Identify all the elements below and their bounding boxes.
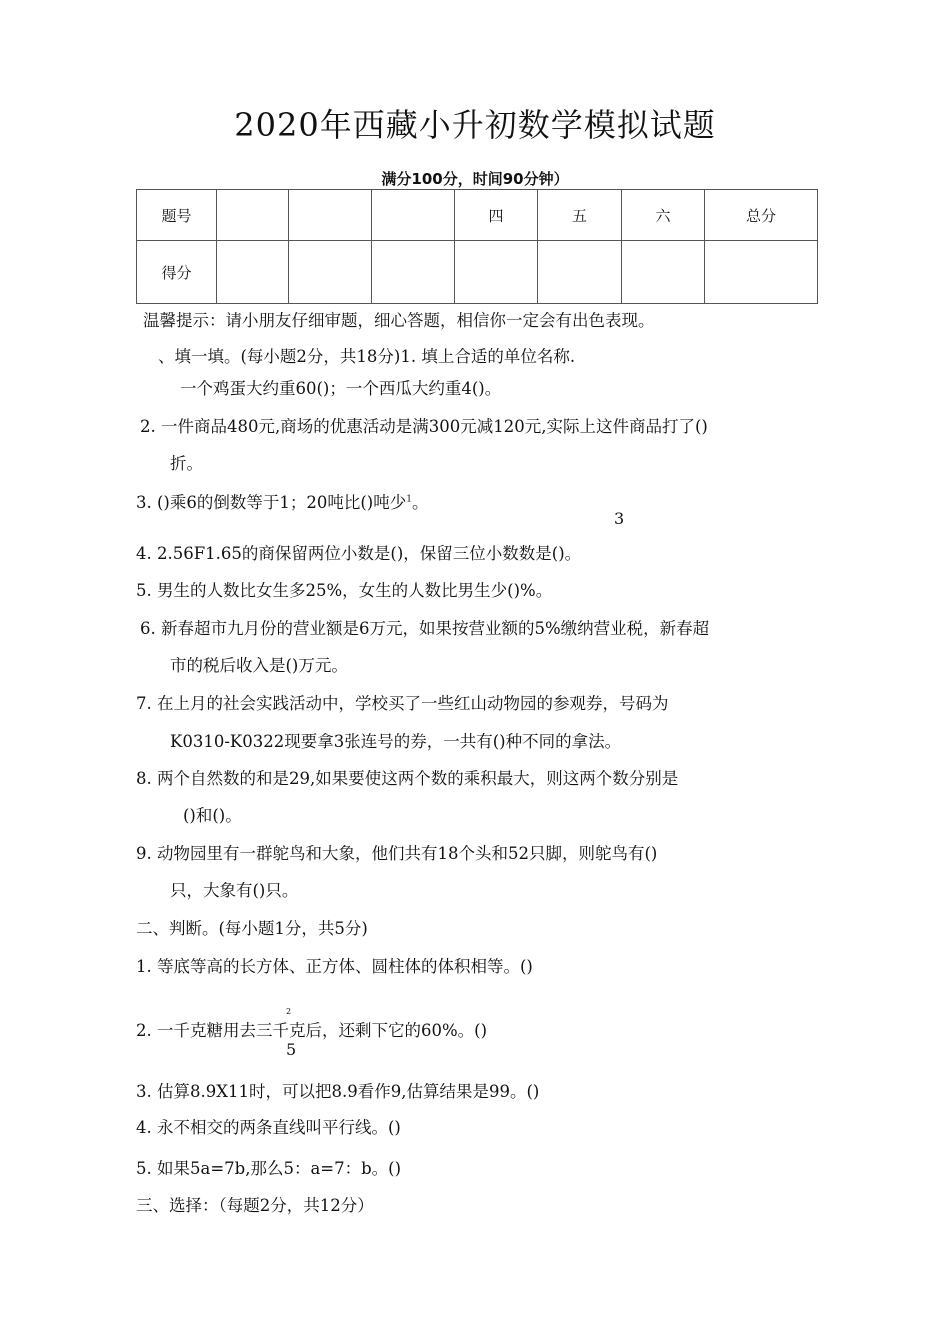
question-3-fraction-numerator: 1 — [406, 494, 412, 505]
question-2-line1: 2. 一件商品480元,商场的优惠活动是满300元减120元,实际上这件商品打了() — [140, 417, 708, 436]
tip-text: 温馨提示：请小朋友仔细审题，细心答题，相信你一定会有出色表现。 — [143, 311, 655, 330]
judge-2-fraction-numerator: 2 — [286, 1007, 292, 1016]
score-table — [136, 189, 818, 304]
judge-3: 3. 估算8.9X11时，可以把8.9看作9,估算结果是99。() — [136, 1082, 540, 1101]
row-label: 得分 — [137, 241, 217, 304]
header-cell: 六 — [622, 190, 705, 241]
score-cell — [622, 241, 705, 304]
judge-5: 5. 如果5a=7b,那么5：a=7：b。() — [136, 1159, 402, 1178]
exam-subtitle: 满分100分，时间90分钟） — [381, 170, 569, 188]
judge-2-fraction-denominator: 5 — [286, 1040, 297, 1059]
header-cell: 题号 — [137, 190, 217, 241]
header-cell: 五 — [538, 190, 622, 241]
question-7-line2: K0310-K0322现要拿3张连号的券，一共有()种不同的拿法。 — [170, 732, 622, 751]
judge-2: 2. 一千克糖用去三千克后，还剩下它的60%。() — [136, 1021, 488, 1040]
score-cell — [538, 241, 622, 304]
judge-1: 1. 等底等高的长方体、正方体、圆柱体的体积相等。() — [136, 957, 533, 976]
question-9-line2: 只，大象有()只。 — [170, 881, 299, 900]
question-6-line2: 市的税后收入是()万元。 — [170, 656, 348, 675]
question-3 — [136, 489, 428, 513]
question-8-line1: 8. 两个自然数的和是29,如果要使这两个数的乘积最大，则这两个数分别是 — [136, 769, 679, 788]
page-title: 2020年西藏小升初数学模拟试题 — [234, 106, 716, 144]
score-table-header-row — [137, 190, 818, 241]
question-3-text: 3. ()乘6的倒数等于1；20吨比()吨少 — [136, 493, 407, 512]
section3-heading: 三、选择：（每题2分，共12分） — [136, 1196, 374, 1215]
header-cell: 四 — [455, 190, 538, 241]
question-5: 5. 男生的人数比女生多25%，女生的人数比男生少()%。 — [136, 581, 553, 600]
question-3-end: 。 — [411, 493, 429, 512]
score-cell — [372, 241, 455, 304]
score-table-score-row — [137, 241, 818, 304]
question-2-line2: 折。 — [170, 454, 203, 473]
header-cell — [217, 190, 289, 241]
score-cell — [217, 241, 289, 304]
header-cell — [289, 190, 372, 241]
question-4: 4. 2.56F1.65的商保留两位小数是()，保留三位小数数是()。 — [136, 544, 582, 563]
question-3-fraction-denominator: 3 — [614, 509, 625, 528]
question-1-line2: 一个鸡蛋大约重60()；一个西瓜大约重4()。 — [180, 379, 502, 398]
score-cell — [455, 241, 538, 304]
question-6-line1: 6. 新春超市九月份的营业额是6万元，如果按营业额的5%缴纳营业税，新春超 — [140, 619, 710, 638]
question-8-line2: ()和()。 — [183, 806, 242, 825]
header-cell: 总分 — [705, 190, 818, 241]
score-cell — [289, 241, 372, 304]
question-7-line1: 7. 在上月的社会实践活动中，学校买了一些红山动物园的参观券，号码为 — [136, 694, 669, 713]
question-9-line1: 9. 动物园里有一群鸵鸟和大象，他们共有18个头和52只脚，则鸵鸟有() — [136, 844, 658, 863]
judge-4: 4. 永不相交的两条直线叫平行线。() — [136, 1118, 401, 1137]
section1-heading: 、填一填。(每小题2分，共18分)1. 填上合适的单位名称. — [158, 347, 576, 366]
section2-heading: 二、判断。(每小题1分，共5分) — [136, 919, 368, 938]
header-cell — [372, 190, 455, 241]
score-cell — [705, 241, 818, 304]
